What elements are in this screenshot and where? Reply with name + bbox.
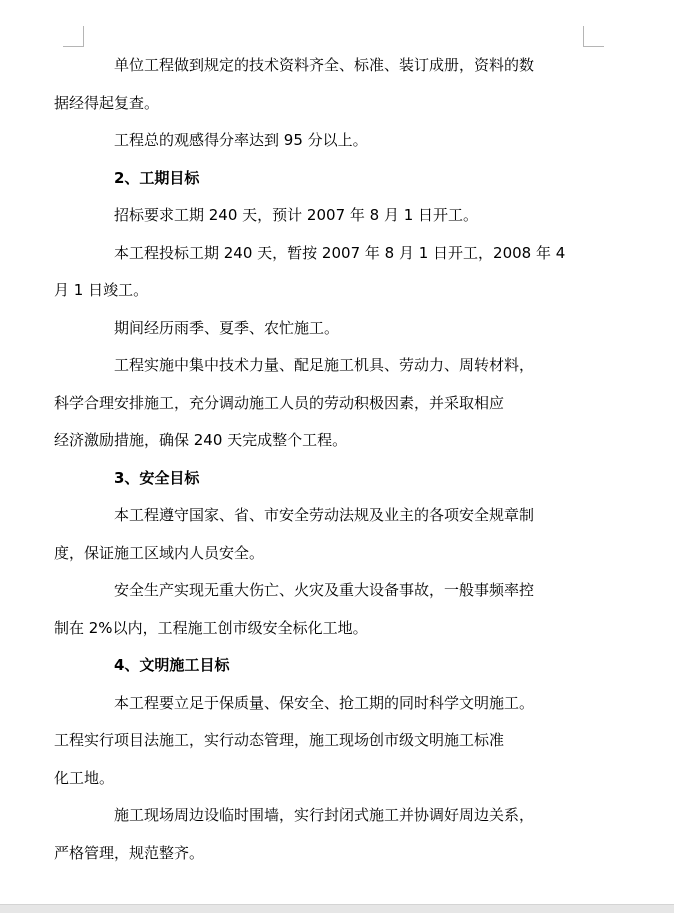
section-heading-schedule: 2、工期目标 xyxy=(114,168,200,187)
text-line: 度，保证施工区域内人员安全。 xyxy=(54,543,265,562)
text-line: 工程实行项目法施工，实行动态管理，施工现场创市级文明施工标准 xyxy=(54,731,505,749)
text-line: 经济激励措施，确保 240 天完成整个工程。 xyxy=(54,431,348,449)
paragraph xyxy=(54,797,584,872)
text-line: 本工程遵守国家、省、市安全劳动法规及业主的各项安全规章制 xyxy=(114,506,535,524)
text-line: 期间经历雨季、夏季、农忙施工。 xyxy=(114,318,340,337)
paragraph xyxy=(84,122,584,160)
paragraph xyxy=(54,685,584,798)
paragraph xyxy=(54,572,584,647)
paragraph xyxy=(84,310,584,348)
paragraph xyxy=(54,347,584,460)
text-line: 严格管理，规范整齐。 xyxy=(54,843,205,862)
text-line: 科学合理安排施工，充分调动施工人员的劳动积极因素，并采取相应 xyxy=(54,393,505,412)
text-line: 工程实施中集中技术力量、配足施工机具、劳动力、周转材料， xyxy=(114,356,535,374)
section-heading-safety: 3、安全目标 xyxy=(114,468,200,487)
horizontal-scrollbar[interactable] xyxy=(0,904,674,913)
document-body[interactable] xyxy=(54,47,584,872)
text-line: 工程总的观感得分率达到 95 分以上。 xyxy=(114,131,368,149)
paragraph xyxy=(54,497,584,572)
text-line: 招标要求工期 240 天，预计 2007 年 8 月 1 日开工。 xyxy=(114,206,479,224)
section-heading-civilized-construction: 4、文明施工目标 xyxy=(114,656,230,674)
margin-corner-top-right xyxy=(583,26,604,47)
margin-corner-top-left xyxy=(63,26,84,47)
paragraph xyxy=(54,235,584,310)
text-line: 施工现场周边设临时围墙，实行封闭式施工并协调好周边关系， xyxy=(114,806,535,824)
text-line: 化工地。 xyxy=(54,768,115,787)
text-line: 月 1 日竣工。 xyxy=(54,281,149,299)
text-line: 单位工程做到规定的技术资料齐全、标准、装订成册，资料的数 xyxy=(114,56,535,74)
paragraph xyxy=(84,197,584,235)
text-line: 制在 2%以内，工程施工创市级安全标化工地。 xyxy=(54,618,368,637)
text-line: 安全生产实现无重大伤亡、火灾及重大设备事故，一般事频率控 xyxy=(114,581,535,599)
text-line: 本工程投标工期 240 天，暂按 2007 年 8 月 1 日开工，2008 年 4 xyxy=(114,243,566,262)
text-line: 本工程要立足于保质量、保安全、抢工期的同时科学文明施工。 xyxy=(114,693,535,712)
paragraph xyxy=(54,47,584,122)
text-line: 据经得起复查。 xyxy=(54,93,160,112)
